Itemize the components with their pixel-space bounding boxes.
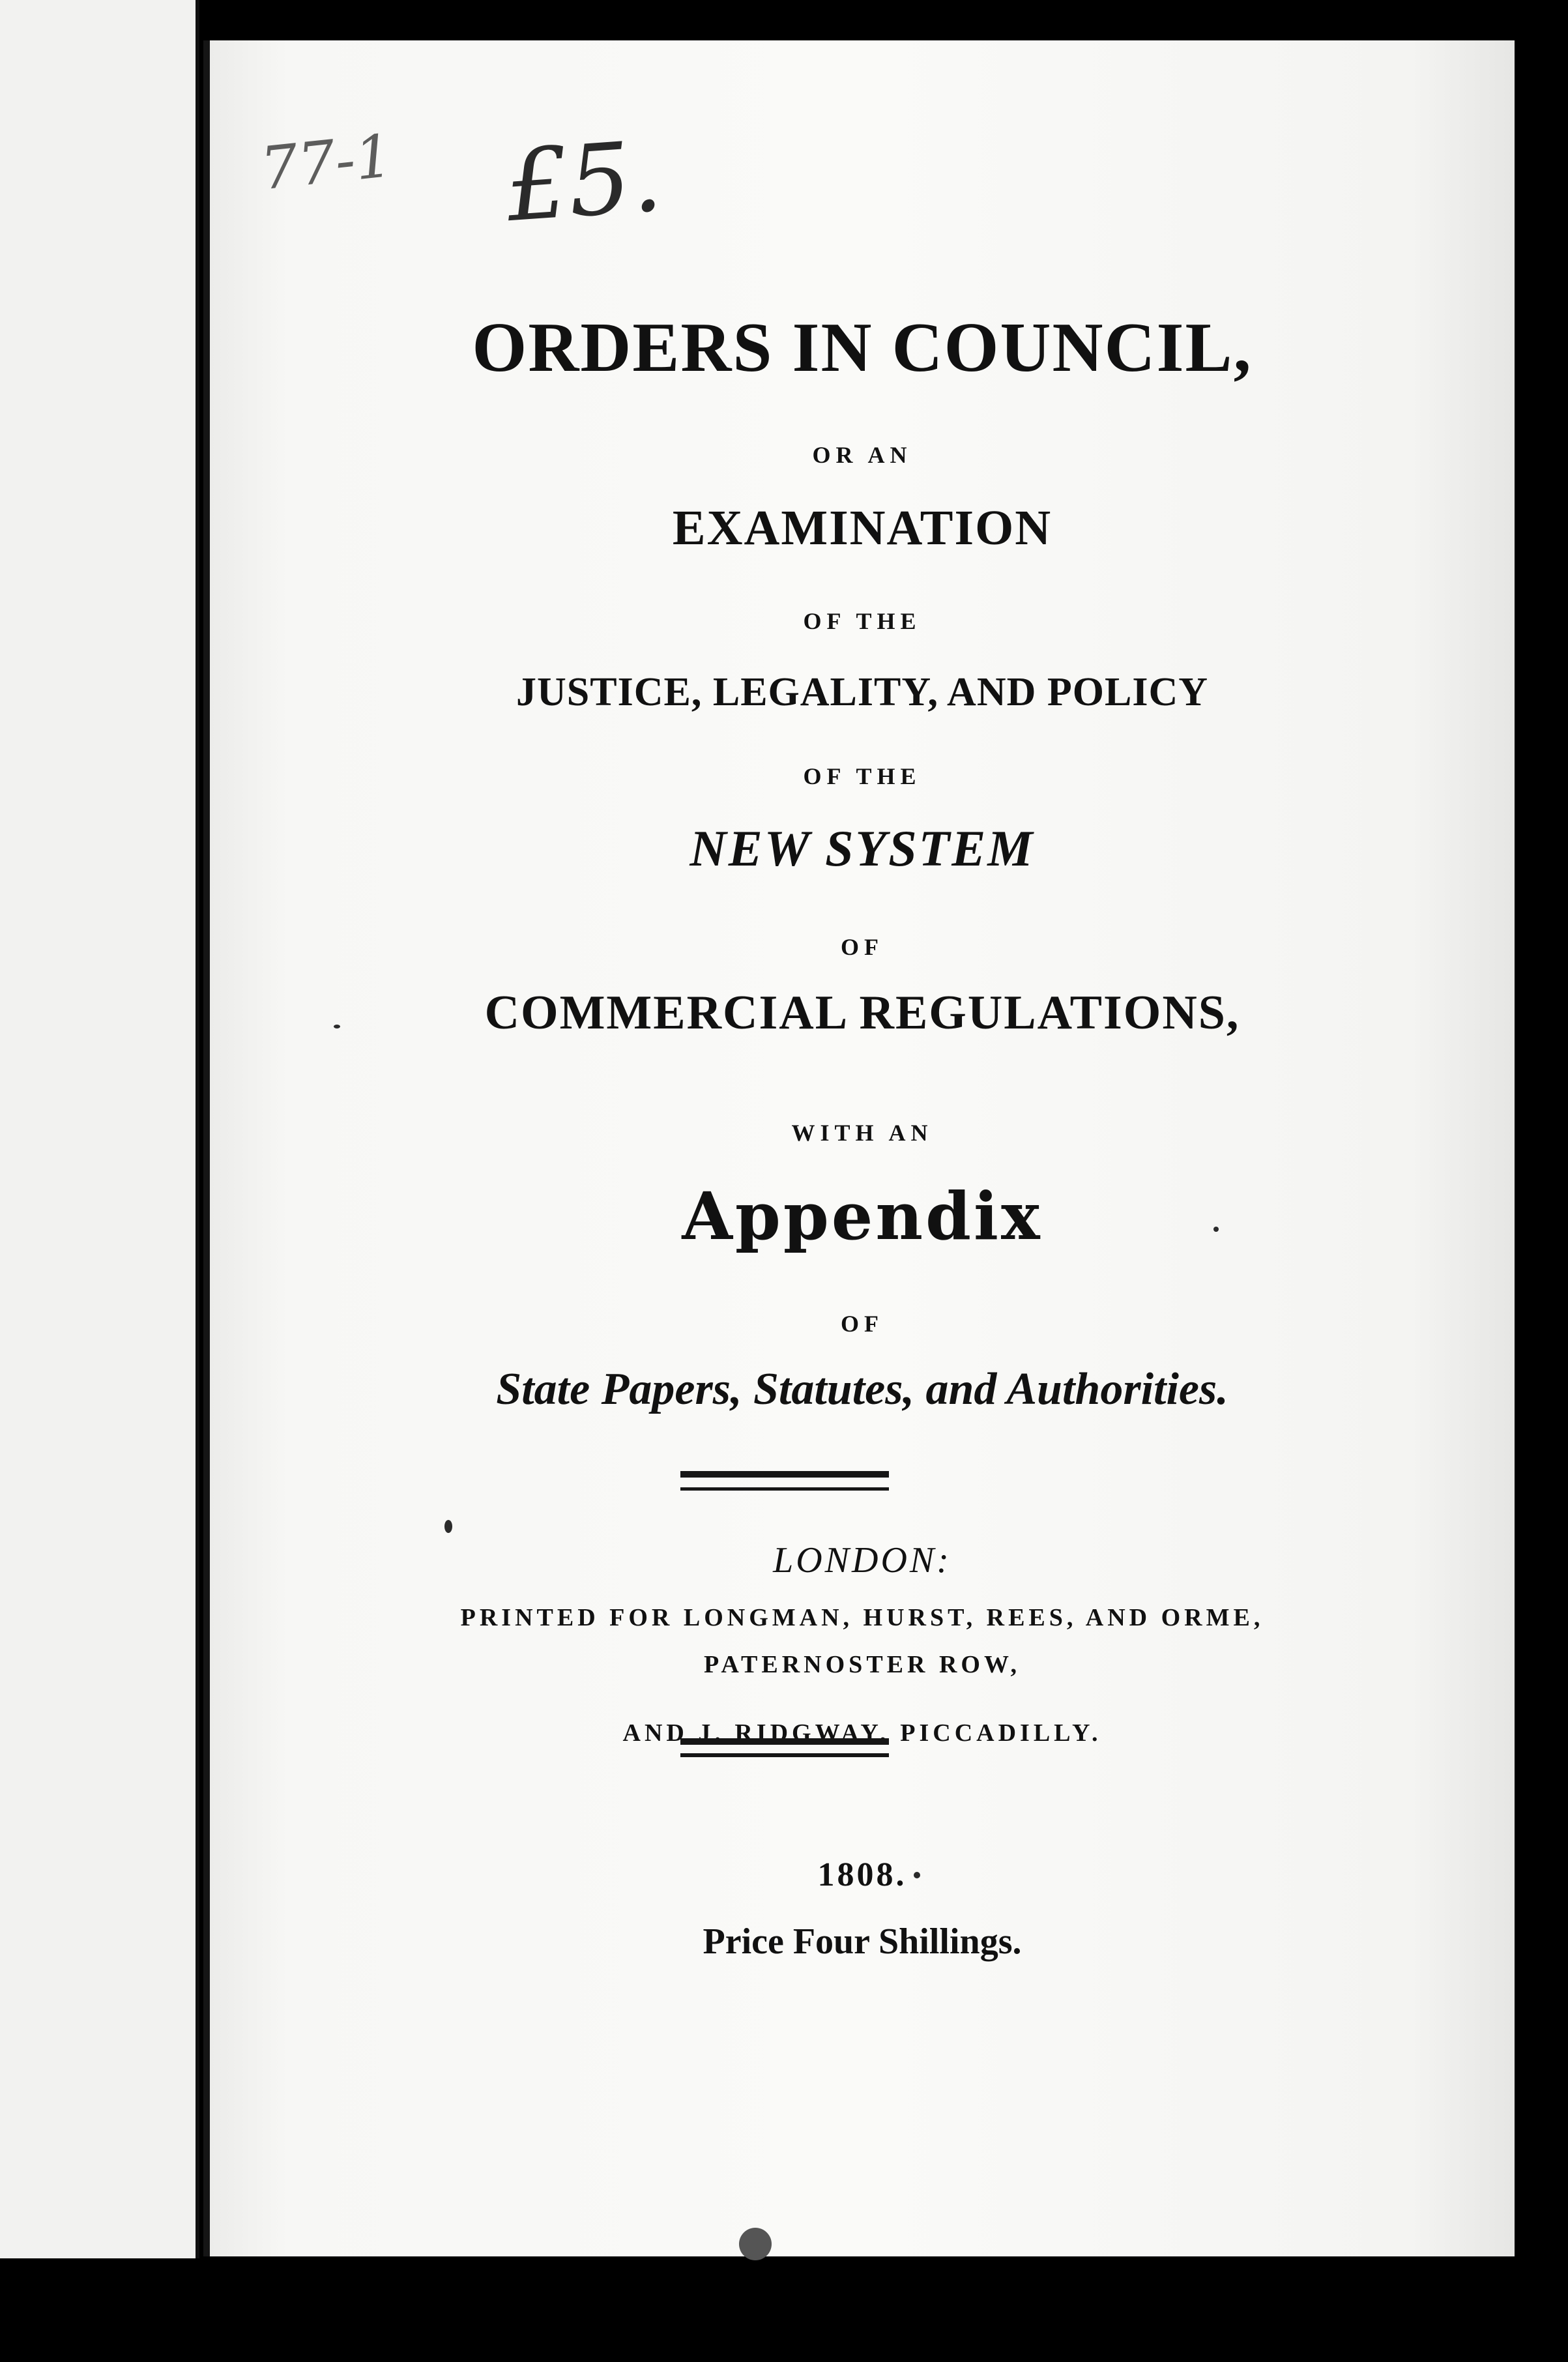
imprint-city: LONDON: bbox=[773, 1540, 951, 1581]
imprint-printed-for: PRINTED FOR LONGMAN, HURST, REES, AND ORME, bbox=[460, 1604, 1264, 1631]
ink-speck bbox=[444, 1520, 452, 1533]
main-title: ORDERS IN COUNCIL, bbox=[472, 309, 1253, 386]
of-line-2: OF bbox=[841, 1311, 884, 1337]
of-the-line-2: OF THE bbox=[803, 763, 922, 789]
state-papers-line: State Papers, Statutes, and Authorities. bbox=[496, 1364, 1228, 1414]
title-page bbox=[203, 40, 1515, 2256]
of-the-line-1: OF THE bbox=[803, 608, 922, 634]
examination-line: EXAMINATION bbox=[672, 501, 1053, 555]
imprint-ridgway: AND J. RIDGWAY, PICCADILLY. bbox=[622, 1719, 1102, 1747]
divider-rule-top bbox=[680, 1471, 889, 1478]
price-line: Price Four Shillings. bbox=[703, 1921, 1022, 1962]
divider-rule-bottom-thin bbox=[680, 1753, 889, 1757]
publication-year: 1808. bbox=[817, 1856, 907, 1893]
handwritten-price-note: £5. bbox=[502, 119, 666, 244]
ink-speck bbox=[914, 1872, 920, 1878]
divider-rule-bottom bbox=[680, 1738, 889, 1745]
or-an-line: OR AN bbox=[812, 442, 912, 468]
divider-rule-top-thin bbox=[680, 1487, 889, 1491]
imprint-address: PATERNOSTER ROW, bbox=[704, 1651, 1021, 1678]
ink-speck bbox=[1213, 1227, 1219, 1232]
commercial-regulations-line: COMMERCIAL REGULATIONS, bbox=[484, 986, 1240, 1040]
handwritten-shelf-mark: 77-1 bbox=[257, 121, 396, 204]
ink-blot bbox=[739, 2228, 772, 2260]
justice-line: JUSTICE, LEGALITY, AND POLICY bbox=[515, 670, 1209, 714]
ink-speck bbox=[334, 1025, 340, 1028]
binding-flap bbox=[0, 0, 199, 2258]
new-system-line: NEW SYSTEM bbox=[690, 820, 1035, 877]
with-an-line: WITH AN bbox=[791, 1120, 933, 1146]
of-line-1: OF bbox=[841, 934, 884, 960]
appendix-line: Appendix bbox=[682, 1178, 1043, 1255]
